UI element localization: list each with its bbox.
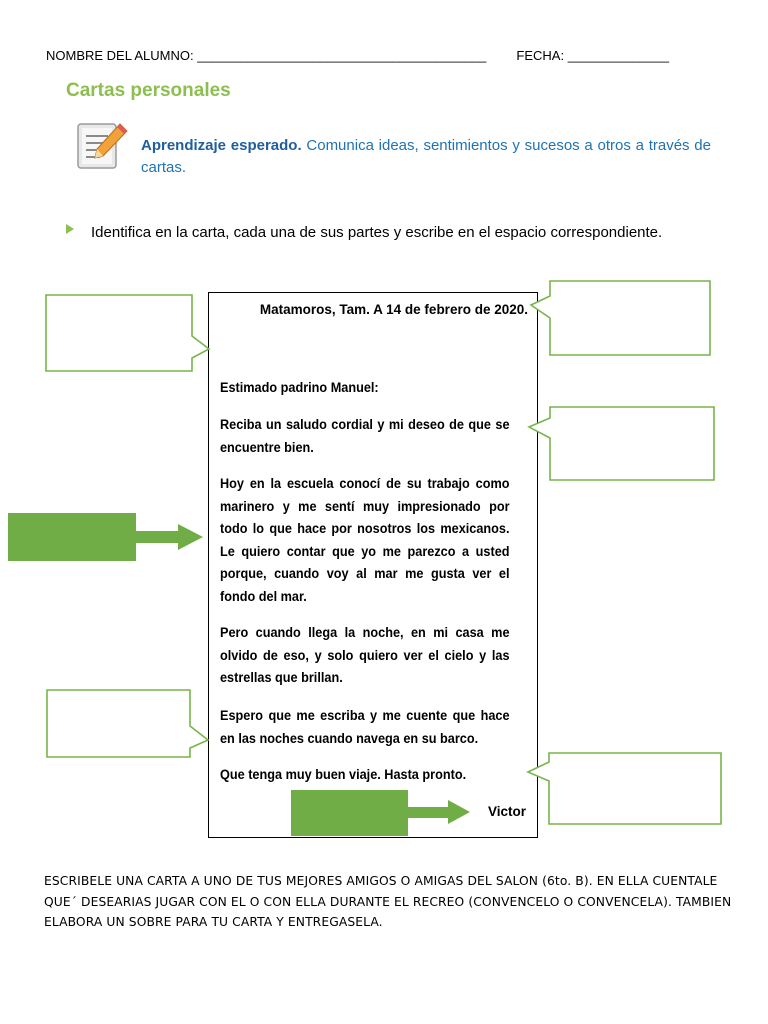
section-title: Cartas personales xyxy=(66,80,231,101)
name-field-label[interactable]: NOMBRE DEL ALUMNO: ________________________________________ xyxy=(46,48,487,63)
letter-paragraph: Reciba un saludo cordial y mi deseo de que se encuentre bien. xyxy=(220,417,510,455)
callout-box-left-bottom[interactable] xyxy=(47,690,208,757)
callout-box-left-top[interactable] xyxy=(46,295,209,371)
callout-box-right-closing[interactable] xyxy=(528,753,721,824)
letter-greeting: Estimado padrino Manuel: xyxy=(220,380,379,395)
date-field-label[interactable]: FECHA: ______________ xyxy=(516,48,669,63)
letter-paragraph: Hoy en la escuela conocí de su trabajo como marinero y me sentí muy impresionado por todo lo que hace por nosotros los mexicanos. Le quiero contar que yo me parezco a usted porque, cuando voy al mar me gusta ver el fondo del mar. xyxy=(220,476,510,604)
objective-text: Comunica ideas, sentimientos y sucesos a otros a través de cartas. xyxy=(141,137,711,176)
writing-assignment: ESCRIBELE UNA CARTA A UNO DE TUS MEJORES AMIGOS O AMIGAS DEL SALON (6to. B). EN ELLA CUENTALE QUE´ DESEARIAS JUGAR CON EL O CON ELLA DURANTE EL RECREO (CONVENCELO O CONVENCELA). TAMBIEN ELABORA UN SOBRE PARA TU CARTA Y ENTREGASELA. xyxy=(44,874,732,929)
objective-label: Aprendizaje esperado. xyxy=(141,137,302,154)
green-arrow-signature[interactable] xyxy=(291,790,470,836)
callout-box-right-date[interactable] xyxy=(531,281,710,355)
green-arrow-body[interactable] xyxy=(8,513,203,561)
callout-box-right-body[interactable] xyxy=(529,407,714,480)
letter-paragraph: Pero cuando llega la noche, en mi casa me olvido de eso, y solo quiero ver el cielo y las estrellas que brillan. xyxy=(220,625,510,685)
letter-closing: Que tenga muy buen viaje. Hasta pronto. xyxy=(220,767,467,782)
letter-paragraph: Espero que me escriba y me cuente que hace en las noches cuando navega en su barco. xyxy=(220,708,510,746)
instruction-text: Identifica en la carta, cada una de sus partes y escribe en el espacio correspondiente. xyxy=(91,224,663,241)
letter-signature: Victor xyxy=(488,804,527,819)
letter-date: Matamoros, Tam. A 14 de febrero de 2020. xyxy=(259,302,528,317)
